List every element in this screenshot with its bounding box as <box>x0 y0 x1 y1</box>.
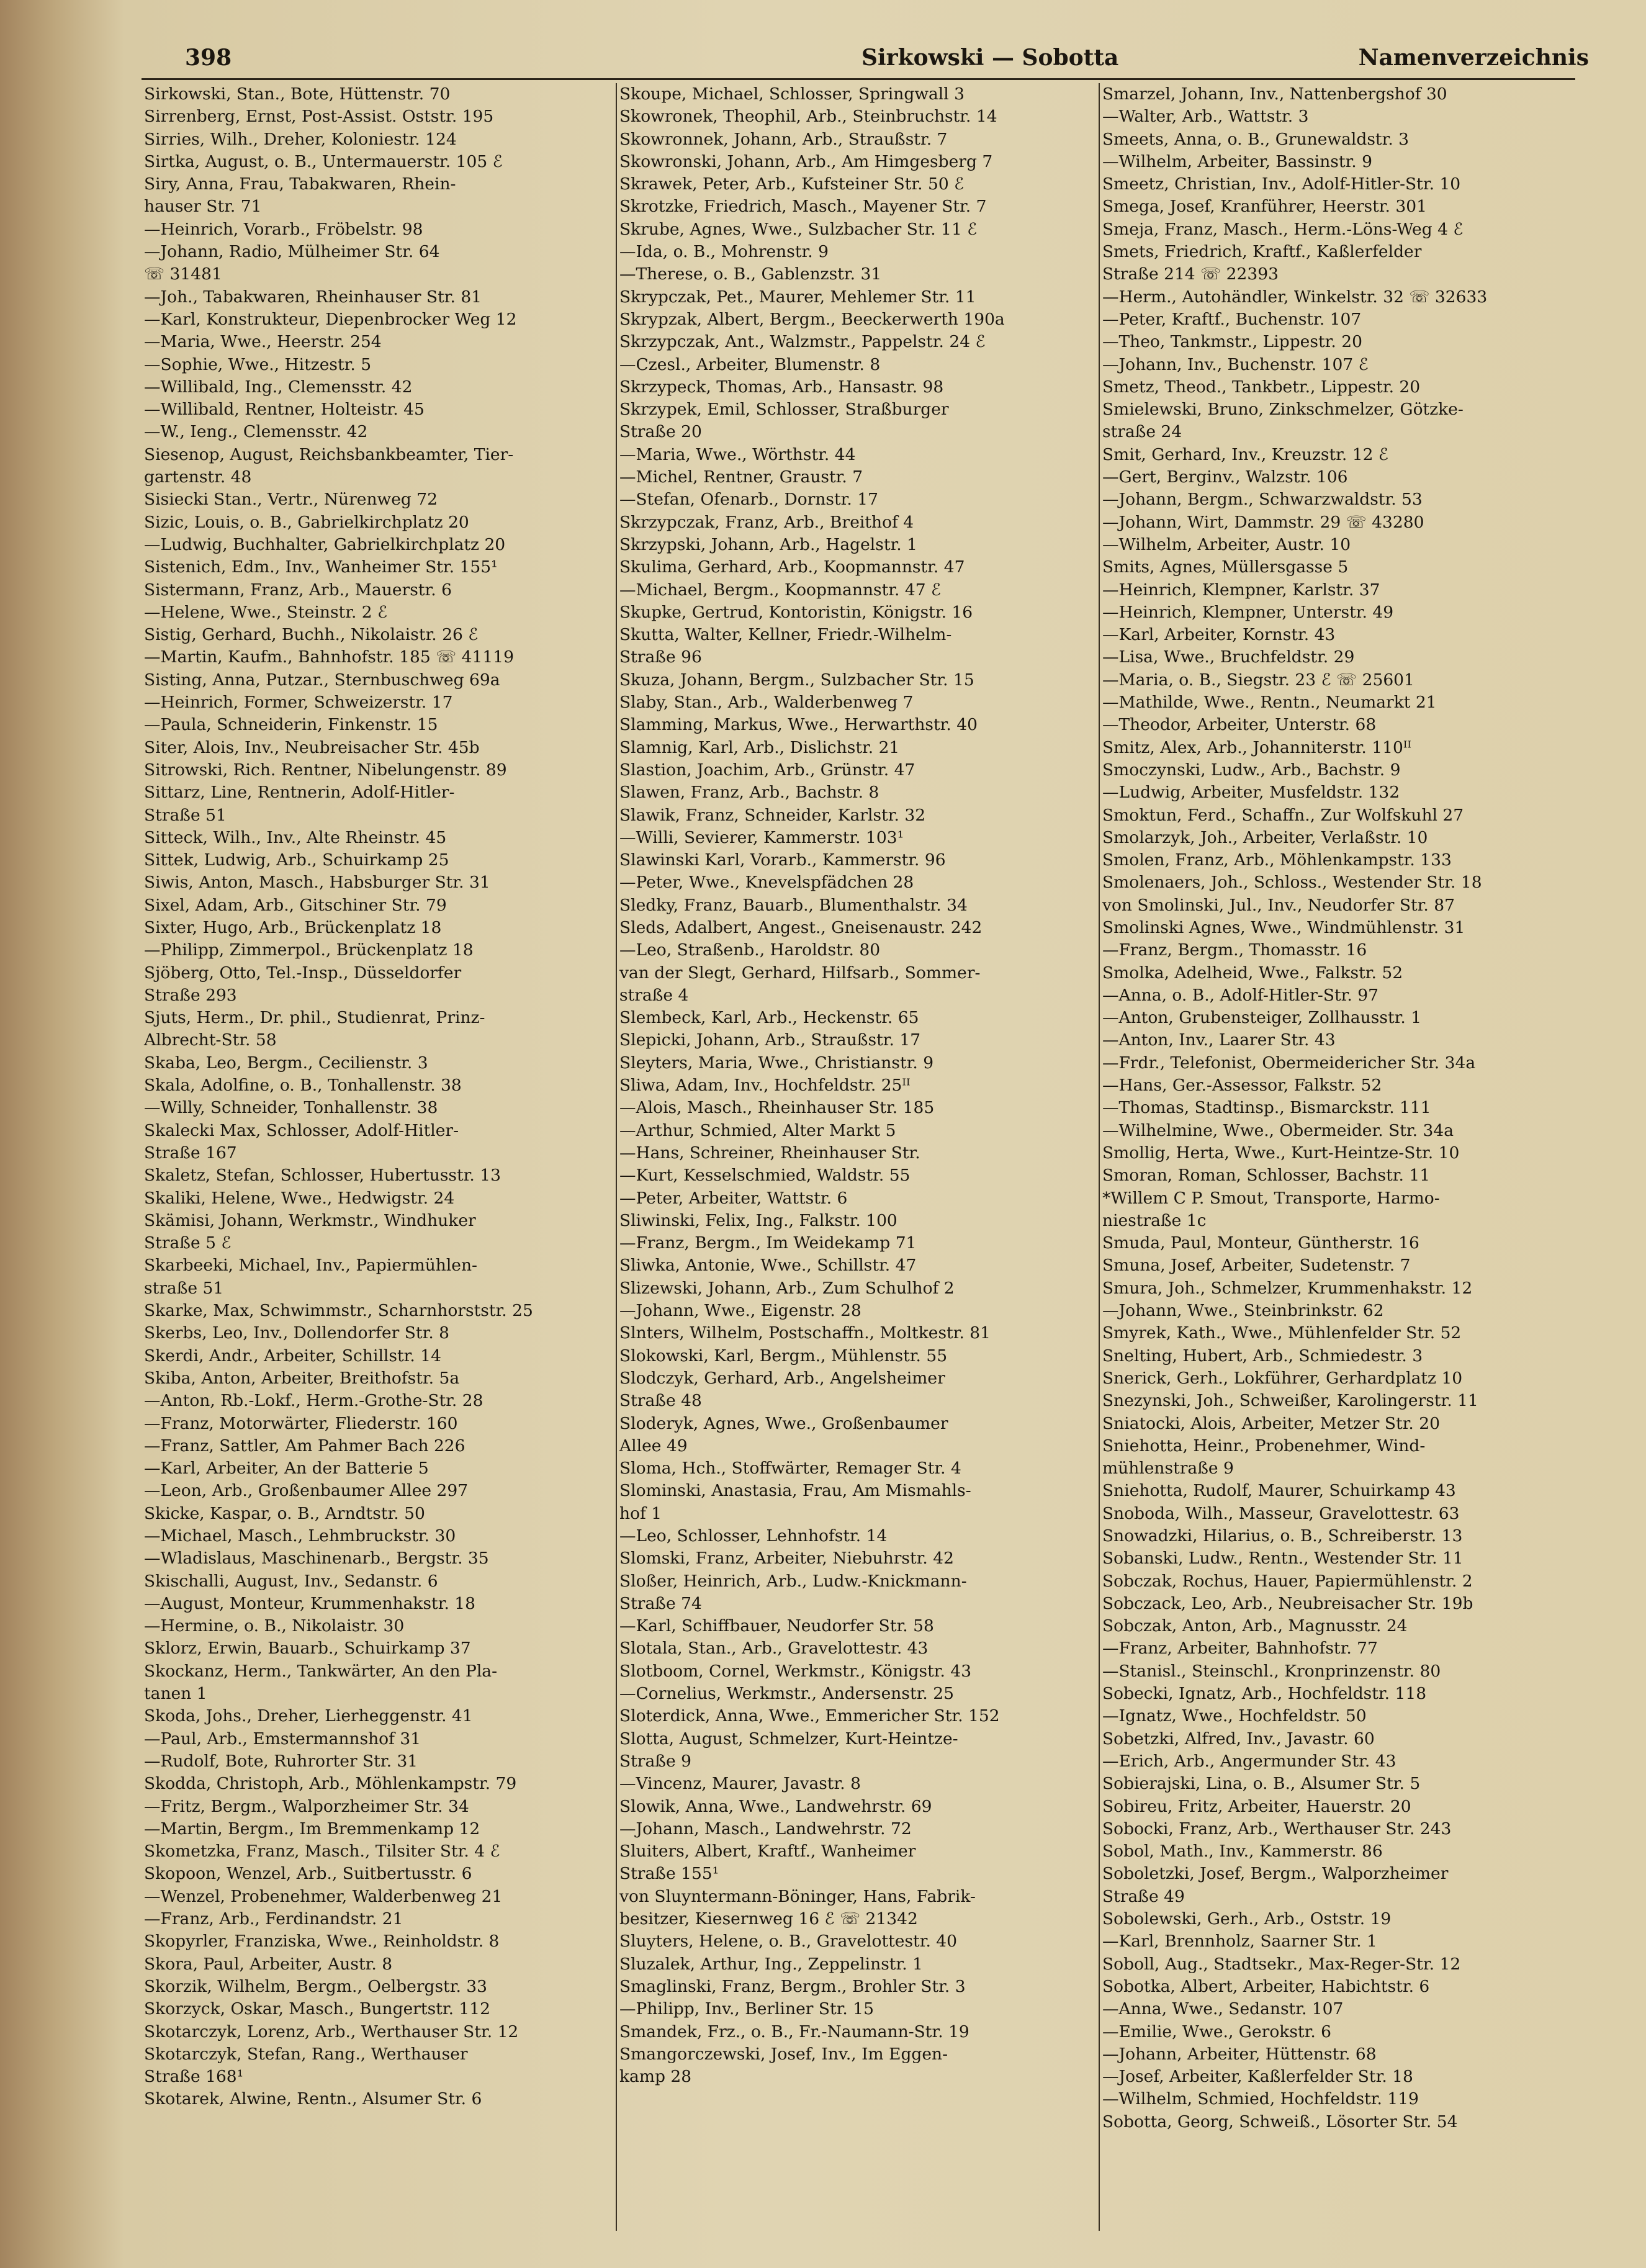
directory-entry-line: —Kurt, Kesselschmied, Waldstr. 55 <box>619 1166 911 1186</box>
directory-entry-line: Skoupe, Michael, Schlosser, Springwall 3 <box>619 84 965 104</box>
directory-entry-line: Soboll, Aug., Stadtsekr., Max-Reger-Str. 12 <box>1102 1954 1461 1974</box>
directory-entry-line: Snoboda, Wilh., Masseur, Gravelottestr. 63 <box>1102 1503 1460 1523</box>
directory-entry-line: Straße 168¹ <box>144 2067 244 2087</box>
directory-entry-line: —Theodor, Arbeiter, Unterstr. 68 <box>1102 715 1377 735</box>
directory-entry-line: Sirtka, August, o. B., Untermauerstr. 105 ℰ <box>144 151 503 171</box>
directory-entry-line: Snerick, Gerh., Lokführer, Gerhardplatz 10 <box>1102 1368 1463 1388</box>
directory-entry-line: Sjöberg, Otto, Tel.-Insp., Düsseldorfer <box>144 963 462 983</box>
directory-entry-line: Soboletzki, Josef, Bergm., Walporzheimer <box>1102 1864 1449 1884</box>
directory-entry-line: Skotarek, Alwine, Rentn., Alsumer Str. 6 <box>144 2089 482 2109</box>
page-header <box>142 45 1589 76</box>
directory-entry-line: straße 51 <box>144 1278 224 1298</box>
directory-entry-line: Skerdi, Andr., Arbeiter, Schillstr. 14 <box>144 1346 441 1366</box>
directory-entry-line: Smolarzyk, Joh., Arbeiter, Verlaßstr. 10 <box>1102 827 1428 847</box>
directory-entry-line: Skrypzak, Albert, Bergm., Beeckerwerth 190a <box>619 309 1005 329</box>
directory-entry-line: Skowronski, Johann, Arb., Am Himgesberg 7 <box>619 151 993 171</box>
directory-entry-line: Skrzypek, Emil, Schlosser, Straßburger <box>619 400 949 420</box>
directory-entry-line: —Johann, Bergm., Schwarzwaldstr. 53 <box>1102 490 1423 510</box>
directory-entry-line: Smoktun, Ferd., Schaffn., Zur Wolfskuhl 27 <box>1102 805 1464 825</box>
directory-entry-line: —Paul, Arb., Emstermannshof 31 <box>144 1729 421 1748</box>
directory-entry-line: Straße 96 <box>619 647 702 667</box>
directory-entry-line: —Karl, Konstrukteur, Diepenbrocker Weg 12 <box>144 309 517 329</box>
directory-entry-line: Smeetz, Christian, Inv., Adolf-Hitler-Str. 10 <box>1102 174 1461 194</box>
directory-entry-line: von Smolinski, Jul., Inv., Neudorfer Str. 87 <box>1102 895 1455 915</box>
directory-entry-line: —Willi, Sevierer, Kammerstr. 103¹ <box>619 827 904 847</box>
directory-entry-line: Skorzyck, Oskar, Masch., Bungertstr. 112 <box>144 1999 491 2019</box>
column-3 <box>1102 83 1571 2231</box>
directory-entry-line: —Johann, Radio, Mülheimer Str. 64 <box>144 242 440 262</box>
directory-entry-line: Sisiecki Stan., Vertr., Nürenweg 72 <box>144 490 438 510</box>
directory-entry-line: —Hans, Schreiner, Rheinhauser Str. <box>619 1143 920 1163</box>
directory-entry-line: Sloterdick, Anna, Wwe., Emmericher Str. 152 <box>619 1706 1000 1726</box>
directory-entry-line: —Rudolf, Bote, Ruhrorter Str. 31 <box>144 1751 418 1771</box>
directory-entry-line: Smuda, Paul, Monteur, Güntherstr. 16 <box>1102 1233 1419 1253</box>
directory-entry-line: —Heinrich, Klempner, Unterstr. 49 <box>1102 602 1394 622</box>
directory-entry-line: straße 4 <box>619 985 689 1005</box>
directory-entry-line: Albrecht-Str. 58 <box>144 1030 277 1050</box>
directory-entry-line: Sobol, Math., Inv., Kammerstr. 86 <box>1102 1842 1383 1861</box>
directory-entry-line: Siter, Alois, Inv., Neubreisacher Str. 45b <box>144 737 480 757</box>
directory-entry-line: —Maria, Wwe., Heerstr. 254 <box>144 332 382 352</box>
directory-entry-line: Sobecki, Ignatz, Arb., Hochfeldstr. 118 <box>1102 1684 1427 1704</box>
directory-entry-line: —Theo, Tankmstr., Lippestr. 20 <box>1102 332 1362 352</box>
directory-entry-line: —Philipp, Inv., Berliner Str. 15 <box>619 1999 874 2019</box>
directory-entry-line: Sobolewski, Gerh., Arb., Oststr. 19 <box>1102 1909 1392 1929</box>
directory-entry-line: Slotta, August, Schmelzer, Kurt-Heintze- <box>619 1729 958 1748</box>
directory-entry-line: —Sophie, Wwe., Hitzestr. 5 <box>144 354 372 374</box>
directory-entry-line: —Frdr., Telefonist, Obermeidericher Str. 34a <box>1102 1053 1476 1073</box>
directory-entry-line: Sobetzki, Alfred, Inv., Javastr. 60 <box>1102 1729 1375 1748</box>
directory-entry-line: Skicke, Kaspar, o. B., Arndtstr. 50 <box>144 1503 425 1523</box>
directory-entry-line: van der Slegt, Gerhard, Hilfsarb., Sommer- <box>619 963 981 983</box>
directory-entry-line: niestraße 1c <box>1102 1210 1207 1230</box>
directory-entry-line: Sirrenberg, Ernst, Post-Assist. Oststr. 195 <box>144 107 494 127</box>
directory-entry-line: Slnters, Wilhelm, Postschaffn., Moltkestr. 81 <box>619 1323 991 1343</box>
directory-entry-line: —Herm., Autohändler, Winkelstr. 32 ☏ 32633 <box>1102 287 1488 307</box>
directory-entry-line: —Thomas, Stadtinsp., Bismarckstr. 111 <box>1102 1098 1431 1118</box>
directory-entry-line: Skrypczak, Pet., Maurer, Mehlemer Str. 11 <box>619 287 976 307</box>
directory-entry-line: Straße 167 <box>144 1143 237 1163</box>
directory-entry-line: —Franz, Motorwärter, Fliederstr. 160 <box>144 1413 458 1433</box>
directory-entry-line: —Johann, Wirt, Dammstr. 29 ☏ 43280 <box>1102 512 1424 532</box>
directory-entry-line: Smolenaers, Joh., Schloss., Westender Str. 18 <box>1102 873 1482 893</box>
directory-entry-line: Slawinski Karl, Vorarb., Kammerstr. 96 <box>619 850 946 870</box>
directory-entry-line: —Paula, Schneiderin, Finkenstr. 15 <box>144 715 438 735</box>
directory-entry-line: —Vincenz, Maurer, Javastr. 8 <box>619 1774 861 1794</box>
directory-entry-line: Skutta, Walter, Kellner, Friedr.-Wilhelm- <box>619 625 952 645</box>
directory-entry-line: Sobotta, Georg, Schweiß., Lösorter Str. 54 <box>1102 2112 1458 2131</box>
directory-entry-line: Skrawek, Peter, Arb., Kufsteiner Str. 50 ℰ <box>619 174 965 194</box>
directory-entry-line: —Franz, Arbeiter, Bahnhofstr. 77 <box>1102 1639 1378 1658</box>
directory-entry-line: Slotboom, Cornel, Werkmstr., Königstr. 43 <box>619 1661 972 1681</box>
directory-entry-line: gartenstr. 48 <box>144 467 252 487</box>
directory-entry-line: —Franz, Sattler, Am Pahmer Bach 226 <box>144 1436 465 1456</box>
directory-entry-line: Slotala, Stan., Arb., Gravelottestr. 43 <box>619 1639 929 1658</box>
directory-entry-line: Sizic, Louis, o. B., Gabrielkirchplatz 20 <box>144 512 469 532</box>
directory-entry-line: —Michael, Bergm., Koopmannstr. 47 ℰ <box>619 580 942 600</box>
directory-entry-line: —Heinrich, Vorarb., Fröbelstr. 98 <box>144 219 423 239</box>
directory-entry-line: Sloderyk, Agnes, Wwe., Großenbaumer <box>619 1413 948 1433</box>
directory-entry-line: —Johann, Arbeiter, Hüttenstr. 68 <box>1102 2044 1377 2064</box>
column-1 <box>144 83 613 2231</box>
directory-entry-line: Sistig, Gerhard, Buchh., Nikolaistr. 26 ℰ <box>144 625 479 645</box>
directory-entry-line: Sjuts, Herm., Dr. phil., Studienrat, Prinz- <box>144 1008 485 1028</box>
directory-entry-line: Sirries, Wilh., Dreher, Koloniestr. 124 <box>144 129 457 149</box>
directory-entry-line: Smarzel, Johann, Inv., Nattenbergshof 30 <box>1102 84 1447 104</box>
directory-entry-line: Skodda, Christoph, Arb., Möhlenkampstr. 79 <box>144 1774 517 1794</box>
directory-entry-line: —Lisa, Wwe., Bruchfeldstr. 29 <box>1102 647 1355 667</box>
directory-entry-line: Sitrowski, Rich. Rentner, Nibelungenstr. 89 <box>144 760 507 780</box>
directory-entry-line: Smitz, Alex, Arb., Johanniterstr. 110ᴵᴵ <box>1102 737 1412 757</box>
directory-entry-line: Slepicki, Johann, Arb., Straußstr. 17 <box>619 1030 921 1050</box>
directory-entry-line: Sklorz, Erwin, Bauarb., Schuirkamp 37 <box>144 1639 471 1658</box>
directory-entry-line: —Karl, Arbeiter, Kornstr. 43 <box>1102 625 1336 645</box>
directory-entry-line: Skockanz, Herm., Tankwärter, An den Pla- <box>144 1661 498 1681</box>
directory-entry-line: —Peter, Arbeiter, Wattstr. 6 <box>619 1188 848 1208</box>
directory-entry-line: —Johann, Inv., Buchenstr. 107 ℰ <box>1102 354 1369 374</box>
directory-entry-line: —Franz, Bergm., Im Weidekamp 71 <box>619 1233 917 1253</box>
directory-entry-line: Slawen, Franz, Arb., Bachstr. 8 <box>619 783 879 803</box>
directory-entry-line: Slokowski, Karl, Bergm., Mühlenstr. 55 <box>619 1346 948 1366</box>
directory-entry-line: Smoran, Roman, Schlosser, Bachstr. 11 <box>1102 1166 1431 1186</box>
directory-entry-line: Snelting, Hubert, Arb., Schmiedestr. 3 <box>1102 1346 1423 1366</box>
column-divider <box>1099 83 1100 2231</box>
directory-entry-line: —Peter, Kraftf., Buchenstr. 107 <box>1102 309 1362 329</box>
directory-entry-line: Straße 49 <box>1102 1886 1185 1906</box>
directory-entry-line: Straße 74 <box>619 1593 702 1613</box>
directory-entry-line: Siry, Anna, Frau, Tabakwaren, Rhein- <box>144 174 456 194</box>
directory-entry-line: Siesenop, August, Reichsbankbeamter, Tier- <box>144 444 514 464</box>
directory-entry-line: Sliwka, Antonie, Wwe., Schillstr. 47 <box>619 1256 917 1276</box>
directory-entry-line: Sobotka, Albert, Arbeiter, Habichtstr. 6 <box>1102 1976 1430 1996</box>
directory-entry-line: hauser Str. 71 <box>144 197 262 217</box>
directory-entry-line: —W., Ieng., Clemensstr. 42 <box>144 422 368 442</box>
directory-entry-line: Sitteck, Wilh., Inv., Alte Rheinstr. 45 <box>144 827 447 847</box>
directory-entry-line: Sluiters, Albert, Kraftf., Wanheimer <box>619 1842 916 1861</box>
directory-entry-line: von Sluyntermann-Böninger, Hans, Fabrik- <box>619 1886 976 1906</box>
directory-entry-line: Smolen, Franz, Arb., Möhlenkampstr. 133 <box>1102 850 1452 870</box>
directory-entry-line: —Erich, Arb., Angermunder Str. 43 <box>1102 1751 1396 1771</box>
directory-entry-line: —Wladislaus, Maschinenarb., Bergstr. 35 <box>144 1549 489 1568</box>
directory-entry-line: hof 1 <box>619 1503 662 1523</box>
directory-entry-line: Smangorczewski, Josef, Inv., Im Eggen- <box>619 2044 948 2064</box>
directory-entry-line: Skrzypczak, Franz, Arb., Breithof 4 <box>619 512 914 532</box>
directory-entry-line: —Wilhelm, Schmied, Hochfeldstr. 119 <box>1102 2089 1419 2109</box>
directory-entry-line: Sluyters, Helene, o. B., Gravelottestr. 40 <box>619 1932 958 1951</box>
directory-entry-line: Smega, Josef, Kranführer, Heerstr. 301 <box>1102 197 1427 217</box>
directory-entry-line: Smielewski, Bruno, Zinkschmelzer, Götzke- <box>1102 400 1464 420</box>
directory-entry-line: —Ludwig, Arbeiter, Musfeldstr. 132 <box>1102 783 1400 803</box>
directory-entry-line: —Anna, o. B., Adolf-Hitler-Str. 97 <box>1102 985 1378 1005</box>
directory-entry-line: Straße 20 <box>619 422 702 442</box>
directory-entry-line: —Martin, Bergm., Im Bremmenkamp 12 <box>144 1819 480 1838</box>
directory-entry-line: kamp 28 <box>619 2067 692 2087</box>
directory-entry-line: Skerbs, Leo, Inv., Dollendorfer Str. 8 <box>144 1323 450 1343</box>
directory-entry-line: Skoda, Johs., Dreher, Lierheggenstr. 41 <box>144 1706 473 1726</box>
directory-entry-line: Sittarz, Line, Rentnerin, Adolf-Hitler- <box>144 783 455 803</box>
directory-entry-line: Sliwinski, Felix, Ing., Falkstr. 100 <box>619 1210 897 1230</box>
directory-entry-line: Smolinski Agnes, Wwe., Windmühlenstr. 31 <box>1102 917 1465 937</box>
directory-entry-line: —Arthur, Schmied, Alter Markt 5 <box>619 1120 896 1140</box>
directory-entry-line: —Ludwig, Buchhalter, Gabrielkirchplatz 20 <box>144 534 506 554</box>
directory-entry-line: Slaby, Stan., Arb., Walderbenweg 7 <box>619 693 914 713</box>
directory-entry-line: Slomski, Franz, Arbeiter, Niebuhrstr. 42 <box>619 1549 954 1568</box>
directory-entry-line: —Karl, Arbeiter, An der Batterie 5 <box>144 1459 429 1478</box>
directory-entry-line: —Leo, Schlosser, Lehnhofstr. 14 <box>619 1526 888 1546</box>
running-head-section: Namenverzeichnis <box>1358 45 1589 71</box>
directory-entry-line: —Wilhelmine, Wwe., Obermeider. Str. 34a <box>1102 1120 1454 1140</box>
directory-entry-line: —Emilie, Wwe., Gerokstr. 6 <box>1102 2022 1332 2041</box>
directory-entry-line: —Willibald, Rentner, Holteistr. 45 <box>144 400 425 420</box>
directory-entry-line: Skarbeeki, Michael, Inv., Papiermühlen- <box>144 1256 478 1276</box>
directory-entry-line: Slamnig, Karl, Arb., Dislichstr. 21 <box>619 737 900 757</box>
directory-entry-line: Snezynski, Joh., Schweißer, Karolingerstr. 11 <box>1102 1391 1478 1411</box>
directory-entry-line: Straße 293 <box>144 985 237 1005</box>
directory-entry-line: Sisting, Anna, Putzar., Sternbuschweg 69a <box>144 670 500 690</box>
directory-entry-line: Sixter, Hugo, Arb., Brückenplatz 18 <box>144 917 442 937</box>
directory-entry-line: —Johann, Masch., Landwehrstr. 72 <box>619 1819 912 1838</box>
directory-entry-line: Skämisi, Johann, Werkmstr., Windhuker <box>144 1210 476 1230</box>
directory-entry-line: Straße 5 ℰ <box>144 1233 232 1253</box>
directory-entry-line: —Maria, Wwe., Wörthstr. 44 <box>619 444 856 464</box>
directory-entry-line: —Maria, o. B., Siegstr. 23 ℰ ☏ 25601 <box>1102 670 1414 690</box>
directory-entry-line: Straße 155¹ <box>619 1864 719 1884</box>
directory-entry-line: Skometzka, Franz, Masch., Tilsiter Str. 4 ℰ <box>144 1842 500 1861</box>
directory-entry-line: —Heinrich, Former, Schweizerstr. 17 <box>144 693 453 713</box>
directory-entry-line: Smets, Friedrich, Kraftf., Kaßlerfelder <box>1102 242 1422 262</box>
directory-entry-line: Straße 214 ☏ 22393 <box>1102 264 1279 284</box>
directory-entry-line: Sniatocki, Alois, Arbeiter, Metzer Str. 20 <box>1102 1413 1441 1433</box>
column-2 <box>619 83 1088 2231</box>
directory-entry-line: —Fritz, Bergm., Walporzheimer Str. 34 <box>144 1796 469 1816</box>
header-rule <box>142 78 1575 80</box>
directory-entry-line: —Heinrich, Klempner, Karlstr. 37 <box>1102 580 1380 600</box>
directory-entry-line: —Anton, Rb.-Lokf., Herm.-Grothe-Str. 28 <box>144 1391 483 1411</box>
directory-entry-line: mühlenstraße 9 <box>1102 1459 1234 1478</box>
directory-entry-line: Sixel, Adam, Arb., Gitschiner Str. 79 <box>144 895 447 915</box>
directory-entry-line: —Karl, Schiffbauer, Neudorfer Str. 58 <box>619 1616 934 1636</box>
directory-entry-line: tanen 1 <box>144 1684 207 1704</box>
directory-entry-line: Sobireu, Fritz, Arbeiter, Hauerstr. 20 <box>1102 1796 1411 1816</box>
directory-entry-line: Sistenich, Edm., Inv., Wanheimer Str. 155¹ <box>144 557 498 577</box>
directory-entry-line: —Johann, Wwe., Eigenstr. 28 <box>619 1301 861 1321</box>
directory-entry-line: —Stanisl., Steinschl., Kronprinzenstr. 80 <box>1102 1661 1441 1681</box>
directory-entry-line: —Therese, o. B., Gablenzstr. 31 <box>619 264 882 284</box>
directory-entry-line: Smoczynski, Ludw., Arb., Bachstr. 9 <box>1102 760 1401 780</box>
directory-entry-line: Sobierajski, Lina, o. B., Alsumer Str. 5 <box>1102 1774 1421 1794</box>
running-head-range: Sirkowski — Sobotta <box>861 45 1119 71</box>
directory-entry-line: Skora, Paul, Arbeiter, Austr. 8 <box>144 1954 393 1974</box>
directory-entry-line: Smeets, Anna, o. B., Grunewaldstr. 3 <box>1102 129 1410 149</box>
directory-entry-line: Smollig, Herta, Wwe., Kurt-Heintze-Str. 10 <box>1102 1143 1460 1163</box>
directory-entry-line: —Wenzel, Probenehmer, Walderbenweg 21 <box>144 1886 503 1906</box>
directory-entry-line: —Leo, Straßenb., Haroldstr. 80 <box>619 940 881 960</box>
directory-entry-line: Slizewski, Johann, Arb., Zum Schulhof 2 <box>619 1278 955 1298</box>
directory-entry-line: Skaba, Leo, Bergm., Cecilienstr. 3 <box>144 1053 428 1073</box>
directory-entry-line: Sobanski, Ludw., Rentn., Westender Str. 11 <box>1102 1549 1464 1568</box>
directory-entry-line: Skaliki, Helene, Wwe., Hedwigstr. 24 <box>144 1188 455 1208</box>
directory-entry-line: straße 24 <box>1102 422 1182 442</box>
directory-entry-line: Skaletz, Stefan, Schlosser, Hubertusstr. 13 <box>144 1166 501 1186</box>
directory-entry-line: —Helene, Wwe., Steinstr. 2 ℰ <box>144 602 388 622</box>
directory-entry-line: Smuna, Josef, Arbeiter, Sudetenstr. 7 <box>1102 1256 1411 1276</box>
directory-entry-line: Sobczak, Rochus, Hauer, Papiermühlenstr. 2 <box>1102 1571 1473 1591</box>
directory-entry-line: —Anton, Grubensteiger, Zollhausstr. 1 <box>1102 1008 1422 1028</box>
directory-entry-line: —Joh., Tabakwaren, Rheinhauser Str. 81 <box>144 287 482 307</box>
directory-entry-line: —Wilhelm, Arbeiter, Austr. 10 <box>1102 534 1351 554</box>
directory-entry-line: Skrzypeck, Thomas, Arb., Hansastr. 98 <box>619 377 944 397</box>
directory-entry-line: —Walter, Arb., Wattstr. 3 <box>1102 107 1309 127</box>
directory-entry-line: Straße 9 <box>619 1751 691 1771</box>
directory-entry-line: Siwis, Anton, Masch., Habsburger Str. 31 <box>144 873 490 893</box>
directory-entry-line: —Michael, Masch., Lehmbruckstr. 30 <box>144 1526 456 1546</box>
directory-entry-line: —Peter, Wwe., Knevelspfädchen 28 <box>619 873 914 893</box>
directory-entry-line: —Johann, Wwe., Steinbrinkstr. 62 <box>1102 1301 1384 1321</box>
directory-entry-line: Skrzypski, Johann, Arb., Hagelstr. 1 <box>619 534 917 554</box>
directory-entry-line: —Czesl., Arbeiter, Blumenstr. 8 <box>619 354 881 374</box>
directory-entry-line: Skotarczyk, Lorenz, Arb., Werthauser Str. 12 <box>144 2022 519 2041</box>
directory-entry-line: —Willy, Schneider, Tonhallenstr. 38 <box>144 1098 438 1118</box>
directory-entry-line: Skuza, Johann, Bergm., Sulzbacher Str. 15 <box>619 670 974 690</box>
column-divider <box>616 83 617 2231</box>
directory-entry-line: Slawik, Franz, Schneider, Karlstr. 32 <box>619 805 926 825</box>
directory-entry-line: Sistermann, Franz, Arb., Mauerstr. 6 <box>144 580 452 600</box>
directory-entry-line: Skrzypczak, Ant., Walzmstr., Pappelstr. 24 ℰ <box>619 332 986 352</box>
directory-entry-line: Slodczyk, Gerhard, Arb., Angelsheimer <box>619 1368 945 1388</box>
directory-entry-line: Smyrek, Kath., Wwe., Mühlenfelder Str. 52 <box>1102 1323 1462 1343</box>
directory-entry-line: —Michel, Rentner, Graustr. 7 <box>619 467 863 487</box>
directory-entry-line: —Karl, Brennholz, Saarner Str. 1 <box>1102 1932 1377 1951</box>
directory-entry-line: Skulima, Gerhard, Arb., Koopmannstr. 47 <box>619 557 965 577</box>
directory-entry-line: Sniehotta, Rudolf, Maurer, Schuirkamp 43 <box>1102 1481 1456 1501</box>
directory-entry-line: —Franz, Bergm., Thomasstr. 16 <box>1102 940 1367 960</box>
directory-entry-line: Smits, Agnes, Müllersgasse 5 <box>1102 557 1349 577</box>
directory-entry-line: Snowadzki, Hilarius, o. B., Schreiberstr. 13 <box>1102 1526 1463 1546</box>
directory-entry-line: —Leon, Arb., Großenbaumer Allee 297 <box>144 1481 469 1501</box>
directory-entry-line: Sobczack, Leo, Arb., Neubreisacher Str. 19b <box>1102 1593 1473 1613</box>
directory-entry-line: Sobczak, Anton, Arb., Magnusstr. 24 <box>1102 1616 1408 1636</box>
directory-entry-line: Sliwa, Adam, Inv., Hochfeldstr. 25ᴵᴵ <box>619 1076 911 1096</box>
directory-entry-line: Skupke, Gertrud, Kontoristin, Königstr. 16 <box>619 602 973 622</box>
directory-entry-line: Slamming, Markus, Wwe., Herwarthstr. 40 <box>619 715 978 735</box>
directory-entry-line: —Ignatz, Wwe., Hochfeldstr. 50 <box>1102 1706 1367 1726</box>
directory-entry-line: Straße 51 <box>144 805 227 825</box>
directory-entry-line: Sluzalek, Arthur, Ing., Zeppelinstr. 1 <box>619 1954 923 1974</box>
directory-entry-line: Skiba, Anton, Arbeiter, Breithofstr. 5a <box>144 1368 460 1388</box>
directory-entry-line: Sobocki, Franz, Arb., Werthauser Str. 243 <box>1102 1819 1452 1838</box>
directory-entry-line: Skotarczyk, Stefan, Rang., Werthauser <box>144 2044 468 2064</box>
directory-entry-line: —Stefan, Ofenarb., Dornstr. 17 <box>619 490 878 510</box>
directory-entry-line: ☏ 31481 <box>144 264 222 284</box>
directory-entry-line: —August, Monteur, Krummenhakstr. 18 <box>144 1593 476 1613</box>
directory-entry-line: Sirkowski, Stan., Bote, Hüttenstr. 70 <box>144 84 451 104</box>
directory-entry-line: Smit, Gerhard, Inv., Kreuzstr. 12 ℰ <box>1102 444 1388 464</box>
directory-entry-line: Slominski, Anastasia, Frau, Am Mismahls- <box>619 1481 971 1501</box>
directory-entry-line: Skowronek, Theophil, Arb., Steinbruchstr. 14 <box>619 107 997 127</box>
directory-entry-line: Skopoon, Wenzel, Arb., Suitbertusstr. 6 <box>144 1864 472 1884</box>
directory-entry-line: —Gert, Berginv., Walzstr. 106 <box>1102 467 1348 487</box>
directory-entry-line: Skrube, Agnes, Wwe., Sulzbacher Str. 11 ℰ <box>619 219 978 239</box>
directory-entry-line: —Cornelius, Werkmstr., Andersenstr. 25 <box>619 1684 954 1704</box>
directory-entry-line: *Willem C P. Smout, Transporte, Harmo- <box>1102 1188 1440 1208</box>
directory-entry-line: Smandek, Frz., o. B., Fr.-Naumann-Str. 19 <box>619 2022 969 2041</box>
directory-entry-line: Smetz, Theod., Tankbetr., Lippestr. 20 <box>1102 377 1421 397</box>
directory-entry-line: Slembeck, Karl, Arb., Heckenstr. 65 <box>619 1008 919 1028</box>
directory-entry-line: Skrotzke, Friedrich, Masch., Mayener Str. 7 <box>619 197 987 217</box>
directory-entry-line: —Josef, Arbeiter, Kaßlerfelder Str. 18 <box>1102 2067 1413 2087</box>
directory-entry-line: Slowik, Anna, Wwe., Landwehrstr. 69 <box>619 1796 932 1816</box>
directory-entry-line: Skorzik, Wilhelm, Bergm., Oelbergstr. 33 <box>144 1976 488 1996</box>
directory-entry-line: Sniehotta, Heinr., Probenehmer, Wind- <box>1102 1436 1426 1456</box>
directory-entry-line: Sledky, Franz, Bauarb., Blumenthalstr. 34 <box>619 895 968 915</box>
directory-entry-line: —Mathilde, Wwe., Rentn., Neumarkt 21 <box>1102 693 1437 713</box>
directory-entry-line: Smolka, Adelheid, Wwe., Falkstr. 52 <box>1102 963 1403 983</box>
directory-entry-line: Allee 49 <box>619 1436 688 1456</box>
directory-entry-line: Smeja, Franz, Masch., Herm.-Löns-Weg 4 ℰ <box>1102 219 1464 239</box>
directory-entry-line: —Alois, Masch., Rheinhauser Str. 185 <box>619 1098 935 1118</box>
directory-entry-line: Skala, Adolfine, o. B., Tonhallenstr. 38 <box>144 1076 462 1096</box>
directory-entry-line: Slastion, Joachim, Arb., Grünstr. 47 <box>619 760 915 780</box>
directory-entry-line: —Anna, Wwe., Sedanstr. 107 <box>1102 1999 1344 2019</box>
directory-entry-line: —Martin, Kaufm., Bahnhofstr. 185 ☏ 41119 <box>144 647 514 667</box>
directory-entry-line: Sloßer, Heinrich, Arb., Ludw.-Knickmann- <box>619 1571 967 1591</box>
directory-entry-line: Smura, Joh., Schmelzer, Krummenhakstr. 12 <box>1102 1278 1473 1298</box>
directory-entry-line: —Franz, Arb., Ferdinandstr. 21 <box>144 1909 403 1929</box>
directory-entry-line: Skopyrler, Franziska, Wwe., Reinholdstr. 8 <box>144 1932 500 1951</box>
directory-entry-line: Straße 48 <box>619 1391 702 1411</box>
directory-entry-line: —Hermine, o. B., Nikolaistr. 30 <box>144 1616 405 1636</box>
directory-entry-line: Smaglinski, Franz, Bergm., Brohler Str. 3 <box>619 1976 966 1996</box>
directory-entry-line: Skarke, Max, Schwimmstr., Scharnhorststr. 25 <box>144 1301 533 1321</box>
directory-entry-line: —Philipp, Zimmerpol., Brückenplatz 18 <box>144 940 474 960</box>
directory-entry-line: Skalecki Max, Schlosser, Adolf-Hitler- <box>144 1120 459 1140</box>
directory-entry-line: Skischalli, August, Inv., Sedanstr. 6 <box>144 1571 438 1591</box>
directory-entry-line: —Willibald, Ing., Clemensstr. 42 <box>144 377 413 397</box>
directory-entry-line: —Hans, Ger.-Assessor, Falkstr. 52 <box>1102 1076 1382 1096</box>
page-number: 398 <box>185 45 232 71</box>
directory-entry-line: Sloma, Hch., Stoffwärter, Remager Str. 4 <box>619 1459 961 1478</box>
directory-entry-line: Sittek, Ludwig, Arb., Schuirkamp 25 <box>144 850 449 870</box>
directory-entry-line: besitzer, Kiesernweg 16 ℰ ☏ 21342 <box>619 1909 918 1929</box>
directory-entry-line: Skowronnek, Johann, Arb., Straußstr. 7 <box>619 129 948 149</box>
directory-entry-line: Sleds, Adalbert, Angest., Gneisenaustr. 242 <box>619 917 983 937</box>
directory-entry-line: —Ida, o. B., Mohrenstr. 9 <box>619 242 829 262</box>
directory-entry-line: —Anton, Inv., Laarer Str. 43 <box>1102 1030 1336 1050</box>
directory-entry-line: Sleyters, Maria, Wwe., Christianstr. 9 <box>619 1053 934 1073</box>
directory-entry-line: —Wilhelm, Arbeiter, Bassinstr. 9 <box>1102 151 1373 171</box>
